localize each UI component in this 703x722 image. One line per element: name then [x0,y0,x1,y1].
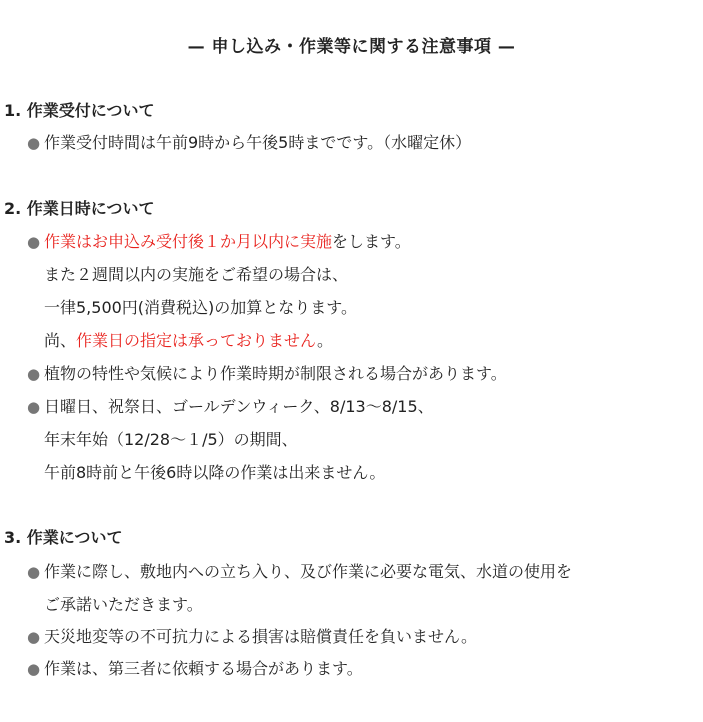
item-text-highlight: 作業はお申込み受付後１か月以内に実施 [44,232,333,251]
list-item [27,132,471,154]
bullet-icon: ● [27,398,41,416]
item-continuation: 一律5,500円(消費税込)の加算となります。 [44,298,358,317]
list-item [27,363,507,385]
item-text: 作業に際し、敷地内への立ち入り、及び作業に必要な電気、水道の使用を [44,562,573,581]
bullet-icon: ● [27,233,41,251]
bullet-icon: ● [27,628,41,646]
item-text: 天災地変等の不可抗力による損害は賠償責任を負いません。 [44,627,477,646]
section-2-heading: 2. 作業日時について [4,199,155,218]
item-text: 作業受付時間は午前9時から午後5時までです。（水曜定休） [44,133,472,152]
list-item [27,561,572,583]
section-1-heading: 1. 作業受付について [4,101,155,120]
item-continuation: 年末年始（12/28〜１/5）の期間、 [44,430,298,449]
item-text: 。 [316,331,333,350]
item-continuation: また２週間以内の実施をご希望の場合は、 [44,265,349,284]
section-3-heading: 3. 作業について [4,528,123,547]
list-item [27,231,411,253]
item-continuation [44,330,333,352]
bullet-icon: ● [27,365,41,383]
item-text-highlight: 作業日の指定は承っておりません [76,331,317,350]
item-text: 植物の特性や気候により作業時期が制限される場合があります。 [44,364,507,383]
bullet-icon: ● [27,660,41,678]
list-item [27,626,477,648]
item-continuation: ご承諾いただきます。 [44,595,203,614]
bullet-icon: ● [27,134,41,152]
list-item [27,396,434,418]
list-item [27,658,363,680]
item-text: をします。 [332,232,411,251]
bullet-icon: ● [27,563,41,581]
item-text: 日曜日、祝祭日、ゴールデンウィーク、8/13〜8/15、 [44,397,434,416]
page-title: — 申し込み・作業等に関する注意事項 — [187,37,516,57]
item-continuation: 午前8時前と午後6時以降の作業は出来ません。 [44,463,386,482]
item-text: 作業は、第三者に依頼する場合があります。 [44,659,363,678]
item-text: 尚、 [44,331,77,350]
